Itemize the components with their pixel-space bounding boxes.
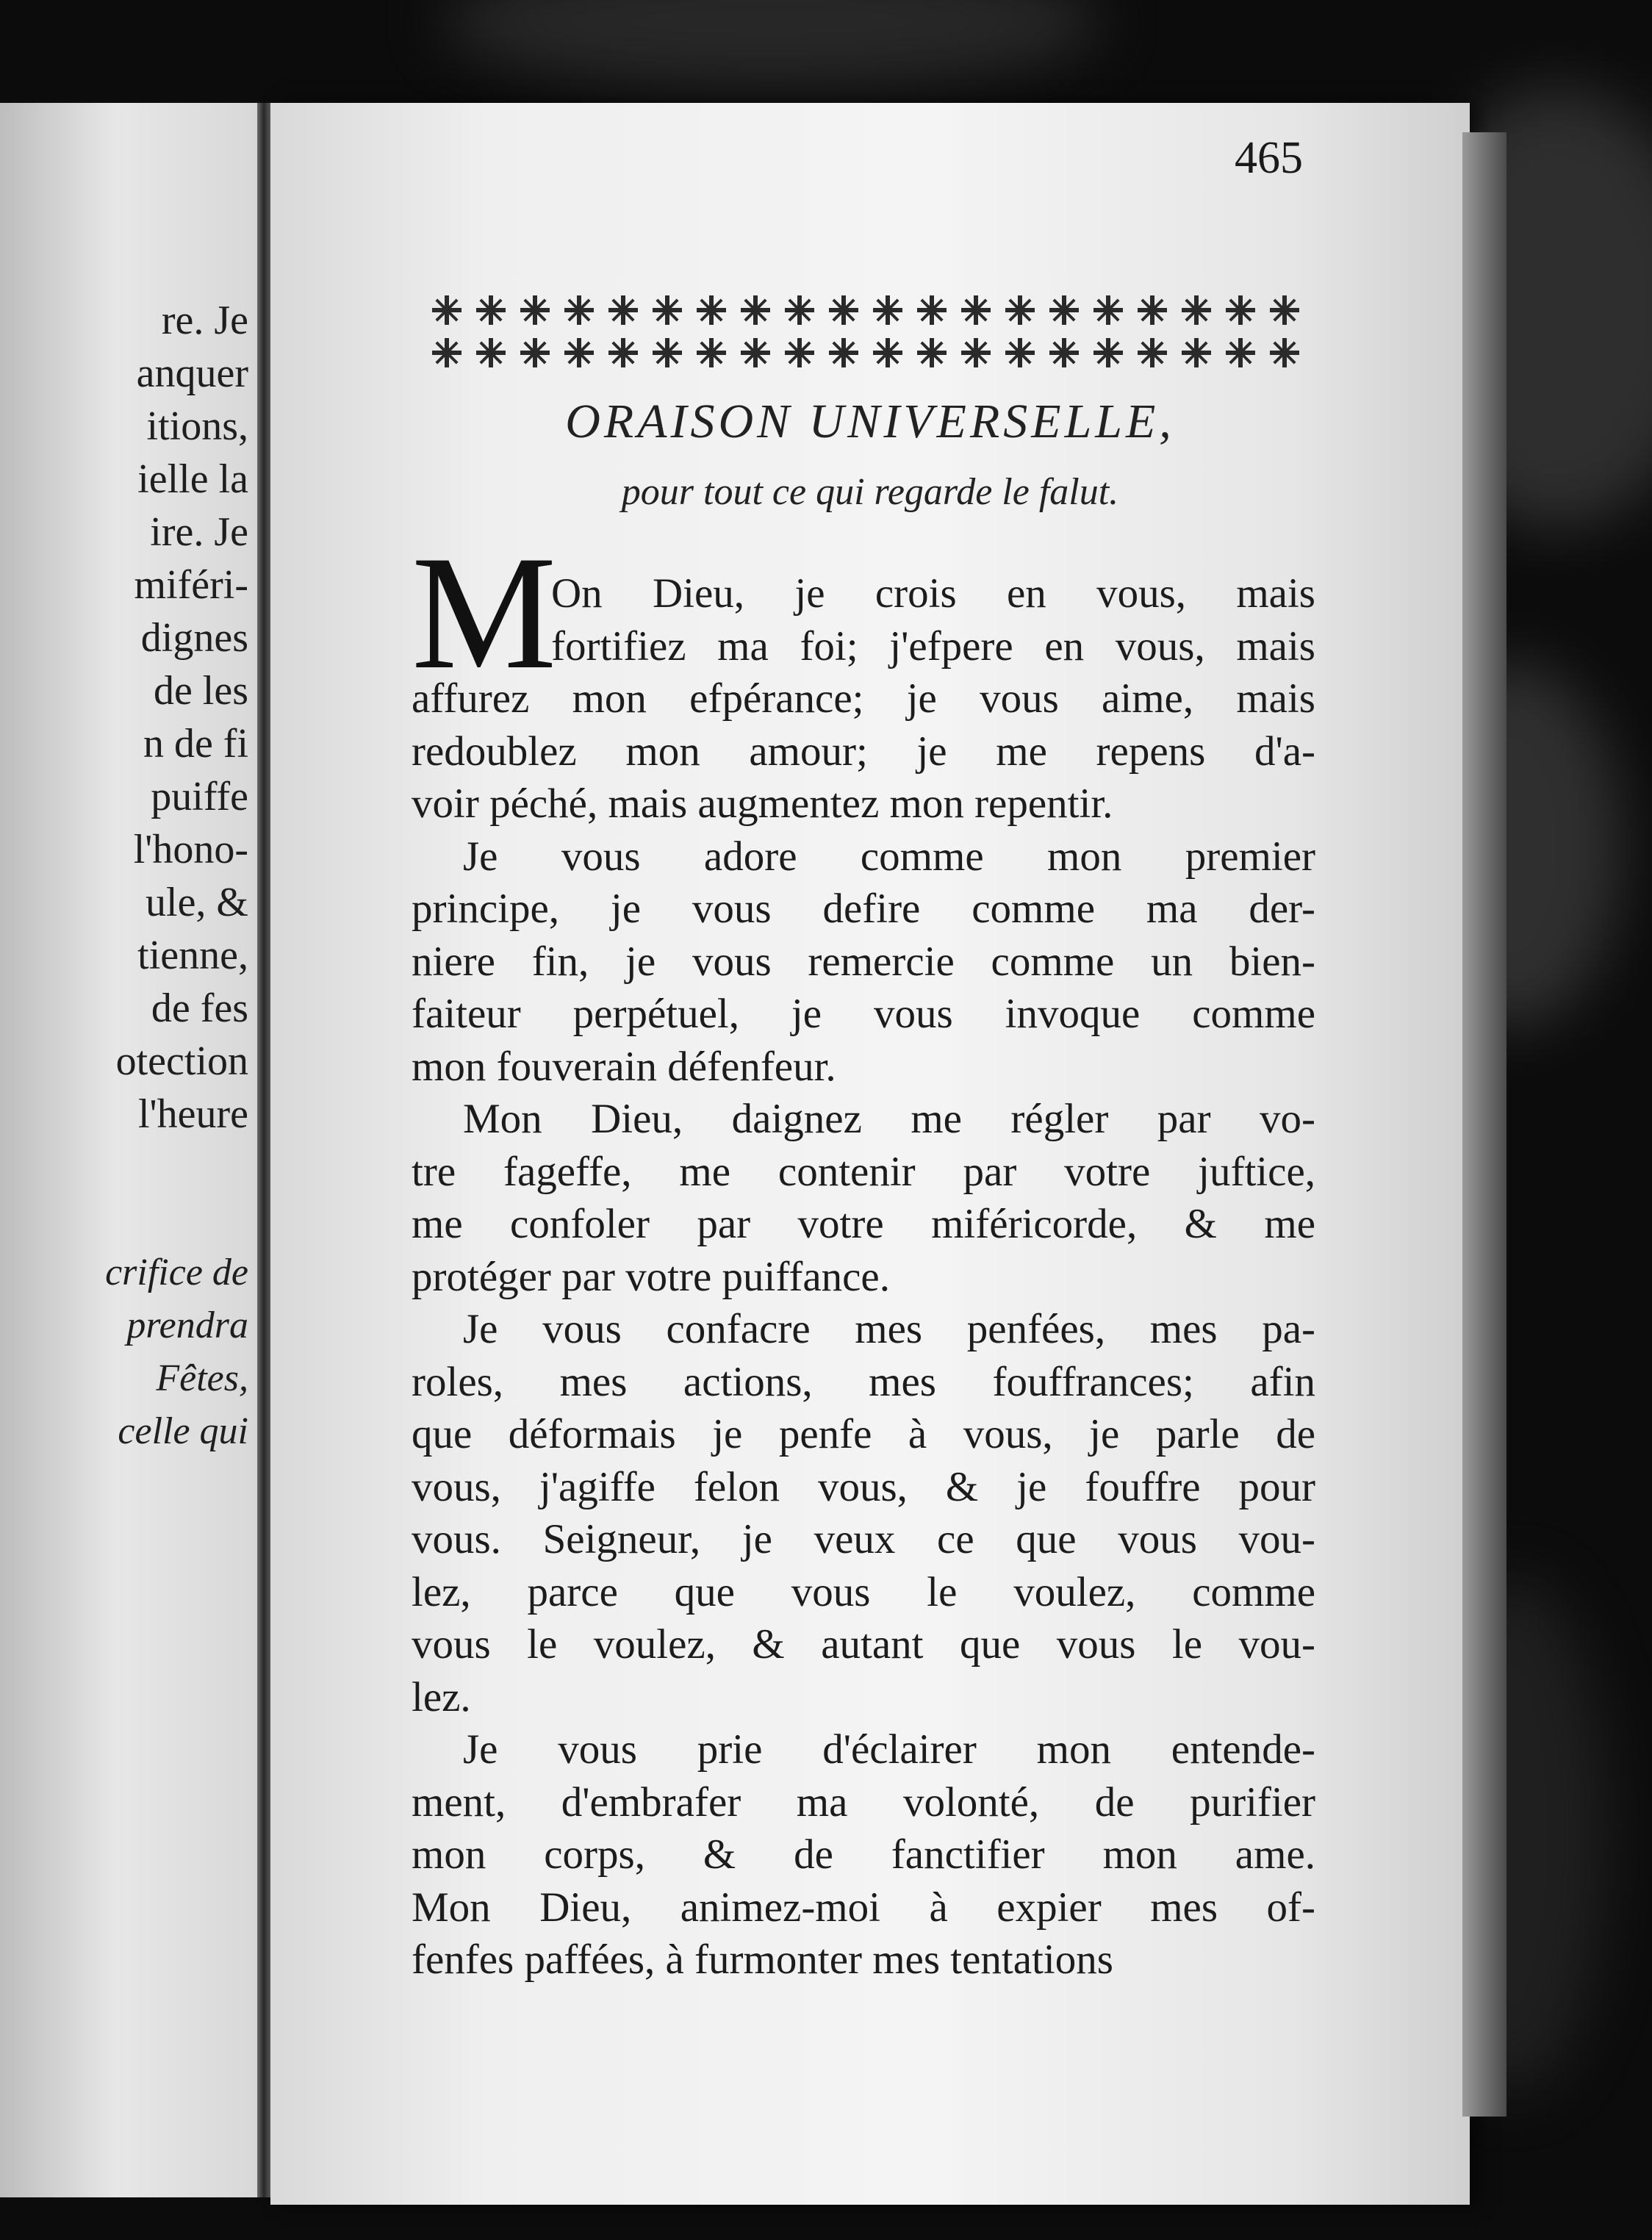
ornament-star [1226, 295, 1255, 325]
ornament-star [432, 295, 462, 325]
ornament-star [1182, 295, 1211, 325]
ornament-star [1049, 338, 1079, 367]
ornament-star [1138, 295, 1167, 325]
text-line: lez, parce que vous le voulez, comme [412, 1568, 1315, 1615]
ornament-star [476, 295, 506, 325]
left-page-line: ule, & [146, 880, 248, 925]
ornament-star [961, 338, 991, 367]
ornament-star [520, 338, 550, 367]
ornament-star [917, 338, 947, 367]
text-line: On Dieu, je crois en vous, mais [551, 570, 1315, 617]
ornament-star [564, 338, 594, 367]
text-line: ment, d'embrafer ma volonté, de purifier [412, 1778, 1315, 1826]
ornament-star [520, 295, 550, 325]
ornament-star [961, 295, 991, 325]
text-line: faiteur perpétuel, je vous invoque comme [412, 991, 1315, 1037]
body-text [412, 567, 1315, 1986]
text-line: voir péché, mais augmentez mon repentir. [412, 780, 1113, 827]
text-line: Mon Dieu, animez-moi à expier mes of- [412, 1884, 1315, 1931]
page-number: 465 [1235, 133, 1303, 183]
ornament-star [697, 295, 726, 325]
left-page-line: dignes [140, 615, 248, 661]
left-page-line: l'heure [137, 1091, 248, 1137]
left-page-text [105, 294, 248, 1458]
ornament-star [1005, 295, 1035, 325]
ornament-star [873, 338, 902, 367]
ornament-star [653, 295, 682, 325]
text-line: affurez mon efpérance; je vous aime, mais [412, 675, 1315, 722]
text-line: Je vous prie d'éclairer mon entende- [463, 1726, 1315, 1773]
ornament-star [741, 338, 770, 367]
text-line: roles, mes actions, mes fouffrances; afin [412, 1358, 1315, 1405]
ornament-star [785, 295, 814, 325]
text-line: fenfes paffées, à furmonter mes tentations [412, 1936, 1113, 1983]
text-line: Je vous adore comme mon premier [463, 833, 1315, 880]
text-line: niere fin, je vous remercie comme un bien- [412, 938, 1315, 985]
text-line: Mon Dieu, daignez me régler par vo- [463, 1096, 1315, 1142]
ornament-row [432, 295, 1299, 367]
left-page-line: crifice de [105, 1252, 248, 1293]
left-page-line: itions, [146, 403, 248, 449]
left-page-line: de les [153, 668, 248, 714]
text-line: mon corps, & de fanctifier mon ame. [412, 1831, 1315, 1878]
prayer-title: ORAISON UNIVERSELLE, [565, 395, 1175, 448]
text-line: que déformais je penfe à vous, je parle de [412, 1411, 1315, 1457]
text-line: mon fouverain défenfeur. [412, 1043, 836, 1090]
book-gutter [257, 103, 270, 2197]
drop-cap: M [412, 523, 557, 703]
ornament-star [917, 295, 947, 325]
left-page-line: n de fi [143, 721, 248, 767]
left-page-line: ielle la [137, 456, 248, 502]
text-line: redoublez mon amour; je me repens d'a- [412, 728, 1315, 775]
ornament-star [608, 338, 638, 367]
prayer-subtitle: pour tout ce qui regarde le falut. [621, 471, 1119, 513]
left-page-line: de fes [151, 986, 248, 1031]
ornament-star [1182, 338, 1211, 367]
left-page-line: re. Je [161, 298, 248, 343]
left-page [0, 103, 257, 2197]
left-page-line: miféri- [134, 562, 248, 608]
text-line: tre fageffe, me contenir par votre juftice, [412, 1148, 1315, 1195]
left-page-line [105, 1141, 248, 1193]
ornament-star [432, 338, 462, 367]
ornament-star [1270, 338, 1299, 367]
left-page-line: l'hono- [133, 827, 248, 872]
text-line: Je vous confacre mes penfées, mes pa- [463, 1306, 1315, 1352]
text-line: vous. Seigneur, je veux ce que vous vou- [412, 1516, 1315, 1562]
text-line: protéger par votre puiffance. [412, 1253, 890, 1300]
left-page-line: prendra [126, 1304, 248, 1346]
text-line: vous, j'agiffe felon vous, & je fouffre pour [412, 1463, 1315, 1510]
ornament-star [873, 295, 902, 325]
text-line: vous le voulez, & autant que vous le vou- [412, 1621, 1315, 1668]
ornament-star [741, 295, 770, 325]
ornament-star [476, 338, 506, 367]
left-page-line: tienne, [137, 933, 248, 978]
ornament-star [653, 338, 682, 367]
page-edge [1462, 132, 1506, 2117]
ornament-star [608, 295, 638, 325]
text-line: me confoler par votre miféricorde, & me [412, 1201, 1315, 1247]
left-page-line [105, 1193, 248, 1246]
left-page-line: anquer [136, 351, 248, 396]
ornament-star [1270, 295, 1299, 325]
ornament-star [1005, 338, 1035, 367]
background-shadow [441, 0, 1102, 88]
ornament-star [1049, 295, 1079, 325]
ornament-star [1093, 338, 1123, 367]
ornament-star [829, 295, 858, 325]
ornament-star [1226, 338, 1255, 367]
text-line: principe, je vous defire comme ma der- [412, 886, 1315, 932]
ornament-star [1093, 295, 1123, 325]
left-page-line: ire. Je [150, 509, 248, 555]
ornament-star [785, 338, 814, 367]
ornament-star [564, 295, 594, 325]
ornament-star [697, 338, 726, 367]
left-page-line: puiffe [151, 774, 248, 819]
left-page-line: otection [115, 1038, 248, 1084]
ornament-star [1138, 338, 1167, 367]
left-page-line: Fêtes, [156, 1357, 248, 1399]
text-line: lez. [412, 1673, 471, 1720]
text-line: fortifiez ma foi; j'efpere en vous, mais [551, 622, 1315, 670]
ornament-band [425, 288, 1315, 375]
left-page-line: celle qui [118, 1410, 248, 1452]
ornament-star [829, 338, 858, 367]
